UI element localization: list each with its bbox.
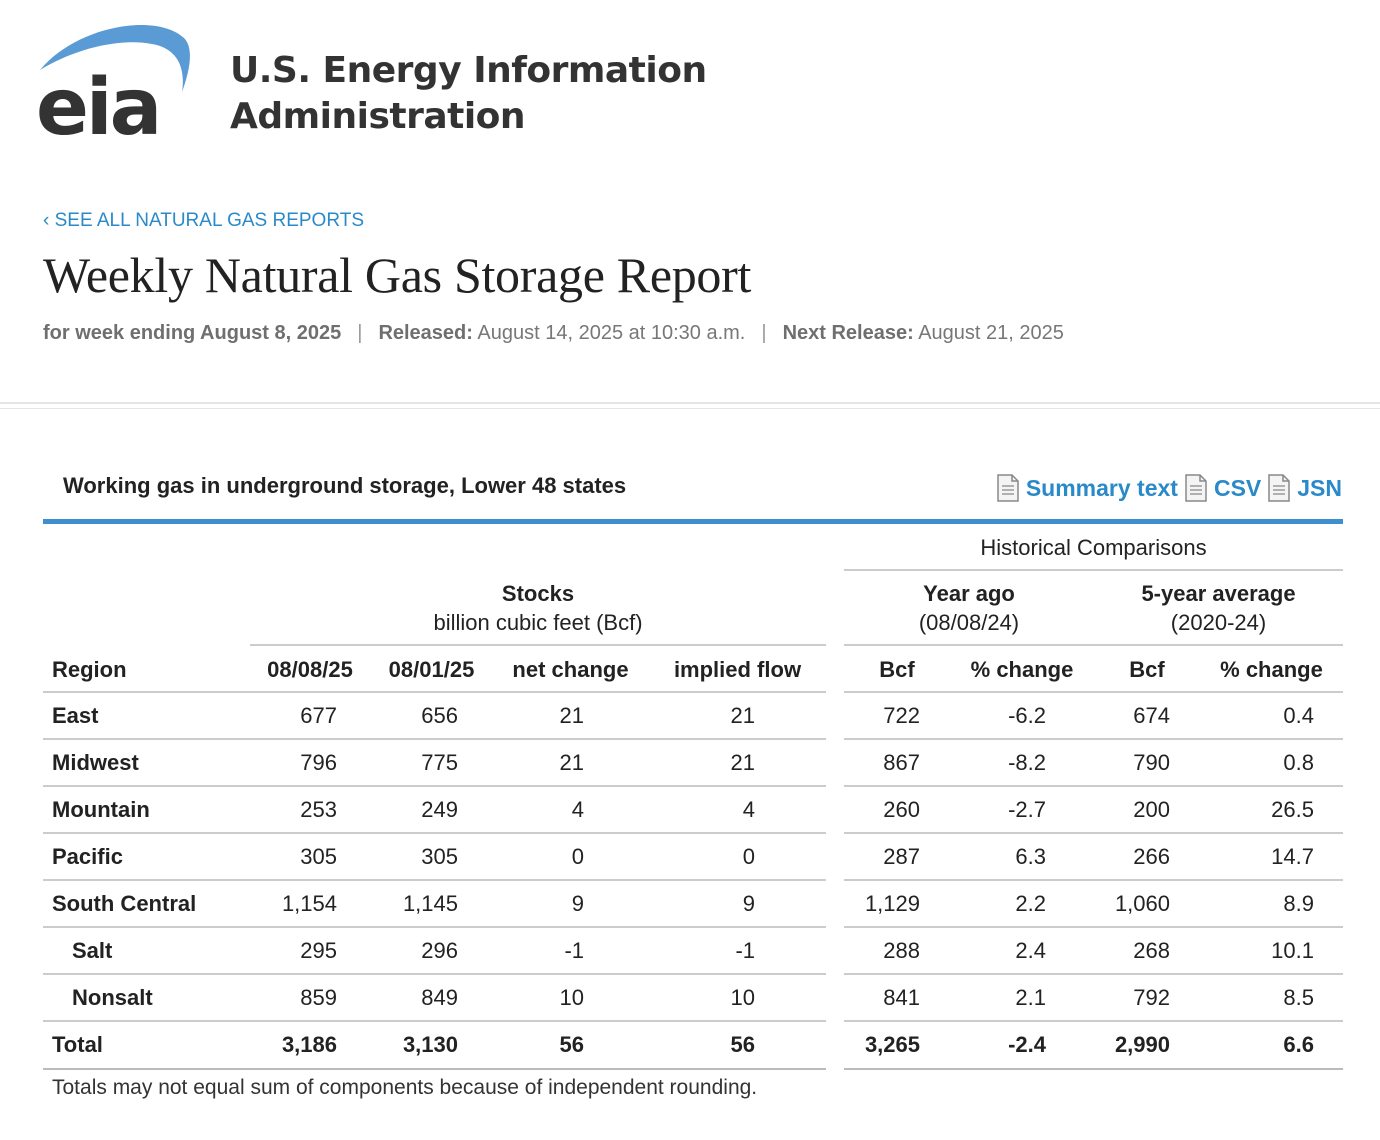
row-label: Mountain xyxy=(52,797,150,822)
cell-year-ago-bcf: 287 xyxy=(883,844,920,869)
cell-five-year-bcf: 266 xyxy=(1133,844,1170,869)
row-divider xyxy=(43,926,826,928)
download-links xyxy=(990,474,1342,502)
cell-year-ago-bcf: 260 xyxy=(883,797,920,822)
stocks-header: Stocks xyxy=(501,581,575,606)
header-rule xyxy=(844,644,1343,646)
header-rule xyxy=(43,691,826,693)
cell-net-change: 0 xyxy=(571,844,584,869)
cell-prior-week: 775 xyxy=(421,750,458,775)
agency-name-line1: U.S. Energy Information xyxy=(230,50,707,91)
cell-implied-flow: 4 xyxy=(742,797,755,822)
cell-current-week: 253 xyxy=(300,797,337,822)
cell-five-year-pct: 8.5 xyxy=(1283,985,1314,1010)
cell-year-ago-bcf: 722 xyxy=(883,703,920,728)
row-label: Pacific xyxy=(52,844,123,869)
cell-prior-week: 249 xyxy=(421,797,458,822)
cell-five-year-pct: 10.1 xyxy=(1271,938,1314,963)
cell-implied-flow: 10 xyxy=(730,985,755,1010)
cell-implied-flow: 21 xyxy=(730,703,755,728)
summary-text-label: Summary text xyxy=(1025,474,1178,501)
year-ago-subheader: (08/08/24) xyxy=(918,610,1020,635)
cell-five-year-pct: 26.5 xyxy=(1271,797,1314,822)
cell-year-ago-pct: -6.2 xyxy=(1008,703,1046,728)
historical-comparisons-header: Historical Comparisons xyxy=(980,535,1207,560)
meta-separator: | xyxy=(357,322,363,344)
cell-prior-week: 3,130 xyxy=(402,1032,458,1057)
cell-five-year-pct: 6.6 xyxy=(1283,1032,1314,1057)
row-divider xyxy=(844,879,1343,881)
cell-net-change: 10 xyxy=(559,985,584,1010)
next-release-value: August 21, 2025 xyxy=(918,322,1064,344)
row-label: Salt xyxy=(72,938,113,963)
cell-five-year-pct: 14.7 xyxy=(1271,844,1314,869)
cell-year-ago-pct: 2.4 xyxy=(1015,938,1046,963)
row-divider xyxy=(844,973,1343,975)
cell-year-ago-bcf: 841 xyxy=(883,985,920,1010)
cell-prior-week: 305 xyxy=(421,844,458,869)
row-label: Nonsalt xyxy=(72,985,153,1010)
header-rule xyxy=(250,644,826,646)
table-footnote: Totals may not equal sum of components because of independent rounding. xyxy=(52,1076,758,1099)
row-divider xyxy=(844,926,1343,928)
column-header-five-year-bcf: Bcf xyxy=(1129,657,1165,682)
header-rule xyxy=(844,691,1343,693)
cell-prior-week: 656 xyxy=(421,703,458,728)
cell-net-change: 56 xyxy=(559,1032,584,1057)
json-link[interactable] xyxy=(1267,474,1342,502)
eia-logo[interactable] xyxy=(36,18,736,153)
document-icon xyxy=(1267,474,1291,502)
column-header-region: Region xyxy=(52,657,127,682)
row-divider xyxy=(844,832,1343,834)
row-divider xyxy=(844,738,1343,740)
cell-five-year-bcf: 2,990 xyxy=(1114,1032,1170,1057)
cell-five-year-bcf: 792 xyxy=(1133,985,1170,1010)
cell-current-week: 305 xyxy=(300,844,337,869)
column-header-prior-week: 08/01/25 xyxy=(388,657,475,682)
cell-current-week: 677 xyxy=(300,703,337,728)
year-ago-header: Year ago xyxy=(923,581,1015,606)
next-release-label: Next Release: xyxy=(782,322,914,344)
cell-implied-flow: 56 xyxy=(730,1032,755,1057)
cell-year-ago-pct: 2.1 xyxy=(1015,985,1046,1010)
table-bottom-rule xyxy=(43,1068,826,1070)
row-divider xyxy=(844,1020,1343,1022)
released-value: August 14, 2025 at 10:30 a.m. xyxy=(477,322,746,344)
row-divider xyxy=(43,1020,826,1022)
cell-five-year-bcf: 200 xyxy=(1133,797,1170,822)
cell-net-change: -1 xyxy=(564,938,584,963)
report-meta xyxy=(43,322,1064,345)
table-bottom-rule xyxy=(844,1068,1343,1070)
cell-five-year-pct: 0.8 xyxy=(1283,750,1314,775)
cell-year-ago-bcf: 3,265 xyxy=(864,1032,920,1057)
logo-wordmark: eia xyxy=(36,63,160,153)
document-icon xyxy=(996,474,1020,502)
row-divider xyxy=(43,879,826,881)
cell-implied-flow: 9 xyxy=(742,891,755,916)
cell-year-ago-bcf: 288 xyxy=(883,938,920,963)
cell-year-ago-pct: -2.7 xyxy=(1008,797,1046,822)
released-label: Released: xyxy=(378,322,473,344)
cell-implied-flow: 0 xyxy=(742,844,755,869)
row-label: South Central xyxy=(52,891,197,916)
column-header-net-change: net change xyxy=(512,657,629,682)
column-header-current-week: 08/08/25 xyxy=(267,657,353,682)
cell-implied-flow: -1 xyxy=(735,938,755,963)
csv-label: CSV xyxy=(1213,474,1262,501)
summary-text-link[interactable] xyxy=(996,474,1178,502)
cell-year-ago-pct: 6.3 xyxy=(1015,844,1046,869)
five-year-header: 5-year average xyxy=(1141,581,1296,606)
row-label: Total xyxy=(52,1032,103,1057)
cell-net-change: 4 xyxy=(571,797,584,822)
cell-five-year-bcf: 1,060 xyxy=(1114,891,1170,916)
document-icon xyxy=(1184,474,1208,502)
cell-current-week: 1,154 xyxy=(281,891,337,916)
row-label: Midwest xyxy=(52,750,139,775)
page-title: Weekly Natural Gas Storage Report xyxy=(43,247,752,303)
header-divider xyxy=(0,402,1380,404)
cell-five-year-bcf: 790 xyxy=(1133,750,1170,775)
cell-prior-week: 296 xyxy=(421,938,458,963)
cell-current-week: 796 xyxy=(300,750,337,775)
table-title: Working gas in underground storage, Lower 48 states xyxy=(63,473,627,498)
meta-separator: | xyxy=(761,322,767,344)
cell-five-year-bcf: 674 xyxy=(1133,703,1170,728)
header-rule xyxy=(844,569,1343,571)
stocks-subheader: billion cubic feet (Bcf) xyxy=(433,610,643,635)
header-divider-secondary xyxy=(0,408,1380,409)
storage-table xyxy=(43,524,1343,1064)
see-all-reports-link[interactable]: ‹ SEE ALL NATURAL GAS REPORTS xyxy=(43,210,364,231)
cell-year-ago-pct: 2.2 xyxy=(1015,891,1046,916)
cell-five-year-pct: 0.4 xyxy=(1283,703,1314,728)
column-header-five-year-pct: % change xyxy=(1220,657,1323,682)
cell-year-ago-pct: -2.4 xyxy=(1008,1032,1046,1057)
row-divider xyxy=(844,785,1343,787)
cell-five-year-bcf: 268 xyxy=(1133,938,1170,963)
row-divider xyxy=(43,973,826,975)
column-header-year-ago-pct: % change xyxy=(970,657,1074,682)
cell-prior-week: 849 xyxy=(421,985,458,1010)
agency-name xyxy=(230,48,707,140)
agency-name-line2: Administration xyxy=(230,96,526,137)
column-header-implied-flow: implied flow xyxy=(673,657,802,682)
week-ending-label: for week ending August 8, 2025 xyxy=(43,322,342,344)
cell-current-week: 859 xyxy=(300,985,337,1010)
row-divider xyxy=(43,738,826,740)
row-label: East xyxy=(52,703,99,728)
cell-current-week: 295 xyxy=(300,938,337,963)
cell-net-change: 9 xyxy=(571,891,584,916)
csv-link[interactable] xyxy=(1184,474,1261,502)
column-header-year-ago-bcf: Bcf xyxy=(879,657,915,682)
cell-prior-week: 1,145 xyxy=(402,891,458,916)
cell-year-ago-bcf: 867 xyxy=(883,750,920,775)
cell-implied-flow: 21 xyxy=(730,750,755,775)
cell-year-ago-pct: -8.2 xyxy=(1008,750,1046,775)
json-label: JSN xyxy=(1297,474,1342,501)
cell-net-change: 21 xyxy=(559,750,584,775)
cell-year-ago-bcf: 1,129 xyxy=(864,891,920,916)
row-divider xyxy=(43,785,826,787)
five-year-subheader: (2020-24) xyxy=(1170,610,1267,635)
cell-net-change: 21 xyxy=(559,703,584,728)
row-divider xyxy=(43,832,826,834)
cell-five-year-pct: 8.9 xyxy=(1283,891,1314,916)
cell-current-week: 3,186 xyxy=(281,1032,337,1057)
